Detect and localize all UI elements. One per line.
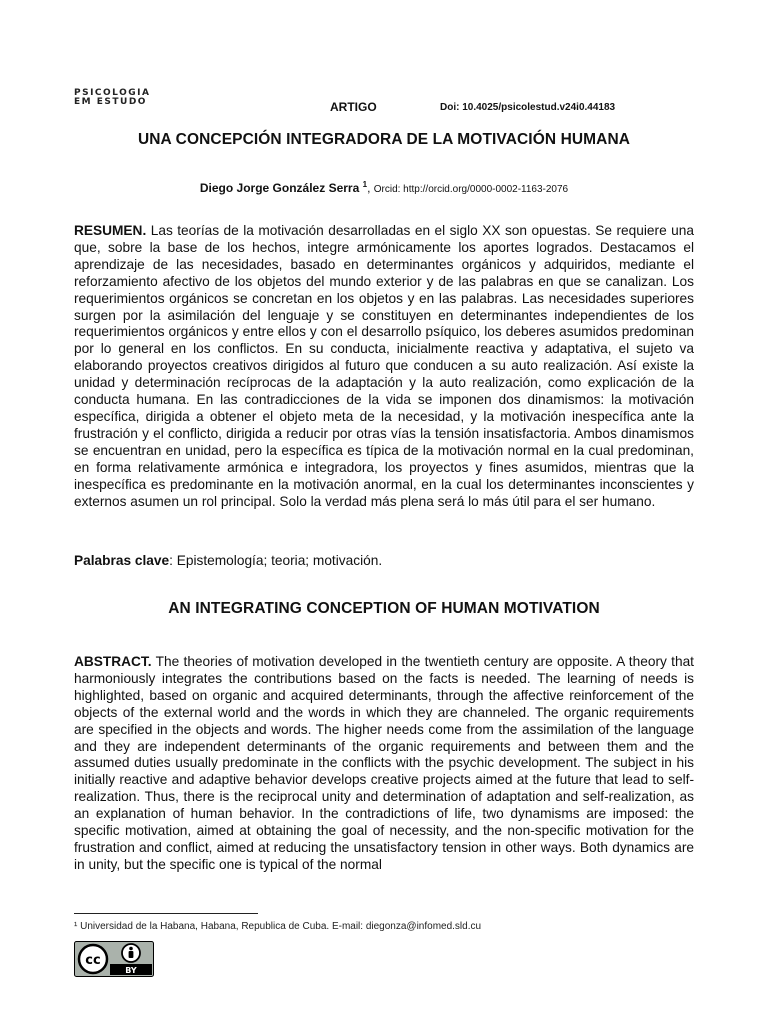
- keywords-label: Palabras clave: [74, 553, 170, 568]
- author-orcid[interactable]: Orcid: http://orcid.org/0000-0002-1163-2076: [373, 184, 569, 195]
- footnote: ¹ Universidad de la Habana, Habana, Republica de Cuba. E-mail: diegonza@infomed.sld.cu: [74, 921, 482, 932]
- keywords-paragraph: [74, 553, 694, 570]
- cc-text: cc: [85, 953, 101, 968]
- cc-by-license-icon[interactable]: [74, 941, 154, 977]
- footnote-divider: [74, 913, 258, 914]
- keywords-text: : Epistemología; teoria; motivación.: [169, 553, 383, 568]
- resumen-label: RESUMEN.: [74, 223, 147, 238]
- author-name: Diego Jorge González Serra: [199, 181, 360, 195]
- abstract-paragraph: [74, 654, 694, 874]
- journal-logo-line2: EM ESTUDO: [74, 97, 147, 107]
- journal-logo: [74, 89, 150, 107]
- abstract-label: ABSTRACT.: [74, 654, 152, 669]
- resumen-text: Las teorías de la motivación desarrolladas en el siglo XX son opuestas. Se requiere una que, sobre la base de los hechos, integre armónicamente los aportes logrados. Destacamos el aprendizaje de las necesidades, basado en determinantes orgánicos y adquiridos, mediante el reforzamiento afectivo de los objetos del mundo exterior y de las palabras en que se canalizan. Los requerimientos orgánicos se concretan en los objetos y en las palabras. Las necesidades superiores surgen por la asimilación del lenguaje y se constituyen en determinantes independientes de los requerimientos orgánicos y entre ellos y con el desarrollo psíquico, los deberes asumidos predominan por lo general en los conflictos. En su conducta, inicialmente reactiva y adaptativa, el sujeto va elaborando proyectos creativos dirigidos al futuro que conducen a su auto realización. Así existe la unidad y determinación recíprocas de la adaptación y la auto realización, como explicación de la conducta humana. En las contradicciones de la vida se imponen dos dinamismos: la motivación específica, dirigida a obtener el objeto meta de la necesidad, y la motivación inespecífica ante la frustración y el conflicto, dirigida a reducir por otras vías la tensión insatisfactoria. Ambos dinamismos se encuentran en unidad, pero la específica es típica de la motivación normal en la cual predominan, en forma relativamente armónica e integradora, los proyectos y fines asumidos, mientras que la inespecífica es predominante en la motivación anormal, en la cual los determinantes inconscientes y externos asumen un rol principal. Solo la verdad más plena será lo más útil para el ser humano.: [74, 223, 694, 509]
- doi-link[interactable]: Doi: 10.4025/psicolestud.v24i0.44183: [440, 102, 616, 113]
- section-label: ARTIGO: [330, 100, 377, 114]
- abstract-text: The theories of motivation developed in the twentieth century are opposite. A theory that harmoniously integrates the contributions based on the facts is needed. The learning of needs is highlighted, based on organic and acquired determinants, through the affective reinforcement of the objects of the external world and the words in which they are channeled. The organic requirements are specified in the objects and words. The higher needs come from the assimilation of the language and they are independent determinants of the organic requirements and between them and the assumed duties usually predominate in the conflicts with the psychic development. The subject in his initially reactive and adaptive behavior develops creative projects aimed at the future that lead to self-realization. Thus, there is the reciprocal unity and determination of adaptation and self-realization, as an explanation of human behavior. In the contradictions of life, two dynamisms are imposed: the specific motivation, aimed at obtaining the goal of necessity, and the non-specific motivation for the frustration and conflict, aimed at reducing the unsatisfactory tension in other ways. Both dynamics are in unity, but the specific one is typical of the normal: [74, 654, 694, 872]
- author-line: Diego Jorge González Serra $^1$, Orcid: http://orcid.org/0000-0002-1163-2076: [199, 180, 569, 195]
- journal-logo-line1: PSICOLOGIA: [74, 88, 151, 98]
- resumen-paragraph: [74, 223, 694, 510]
- title-spanish: UNA CONCEPCIÓN INTEGRADORA DE LA MOTIVACIÓN HUMANA: [137, 131, 631, 148]
- title-english: AN INTEGRATING CONCEPTION OF HUMAN MOTIVATION: [168, 600, 600, 617]
- by-text: BY: [125, 966, 137, 975]
- author-affiliation-marker: 1: [362, 180, 368, 189]
